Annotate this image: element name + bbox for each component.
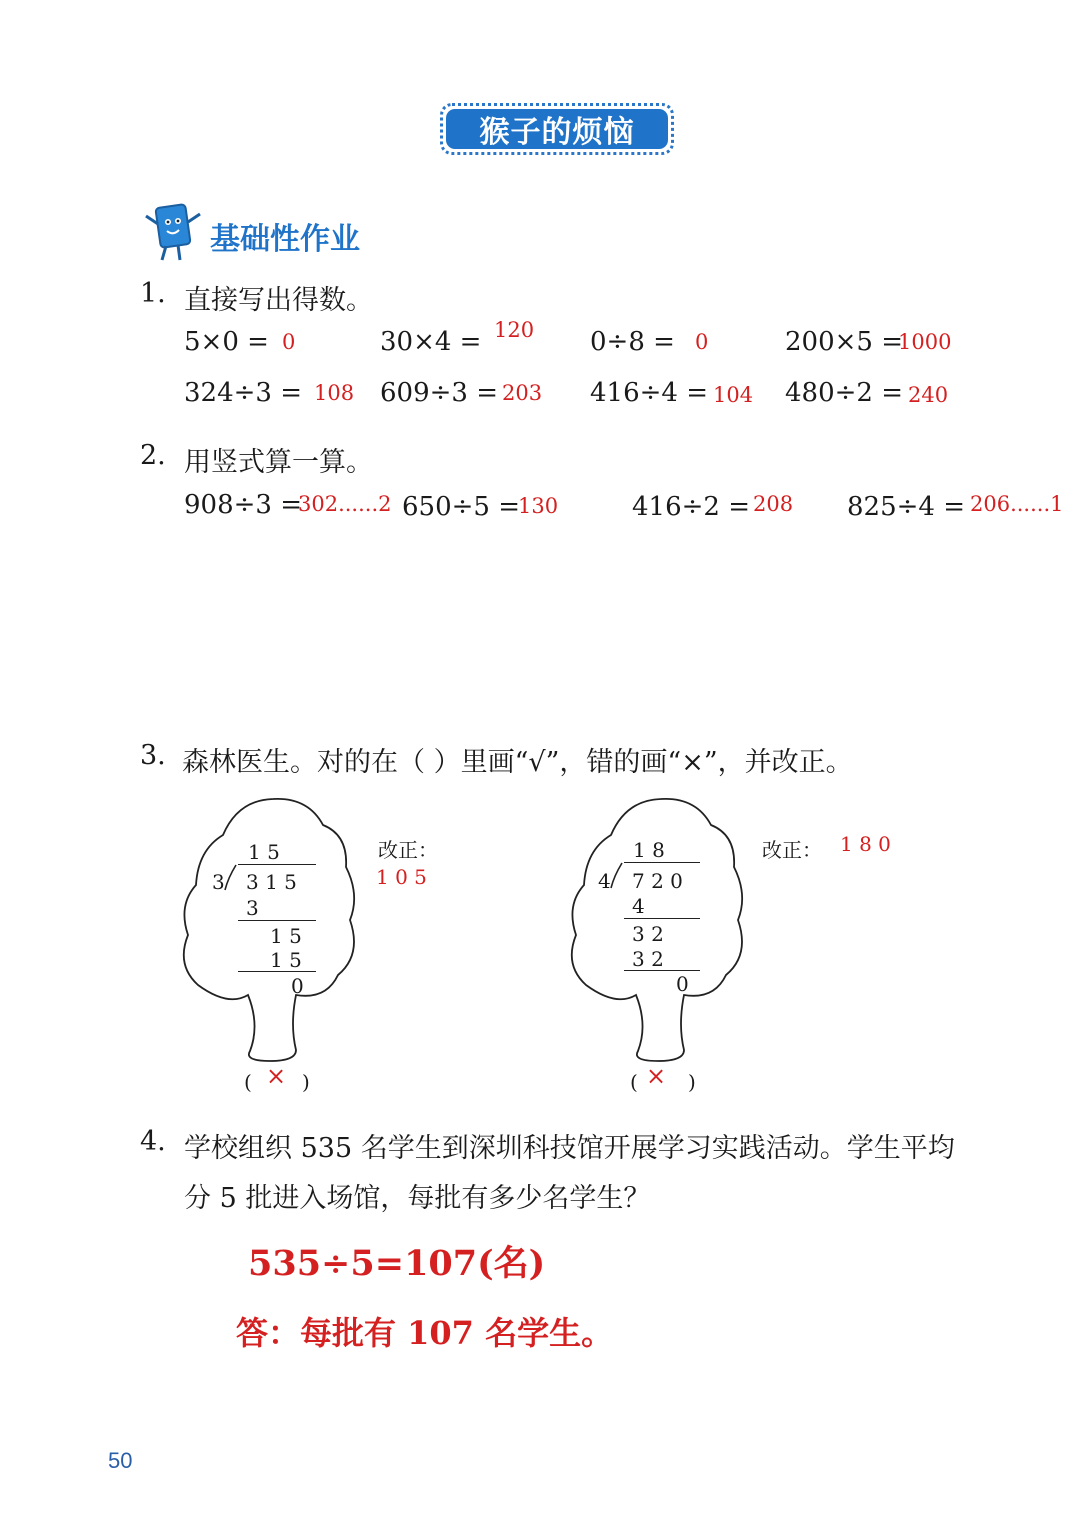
tree2-quotient: 1 8 [633, 838, 665, 862]
tree1-quotient: 1 5 [248, 840, 280, 864]
tree2-dividend: 7 2 0 [632, 869, 683, 893]
q1-ans-8: 240 [908, 383, 949, 407]
tree1-step-4: 0 [291, 974, 304, 998]
tree1-correction-label: 改正： [378, 838, 438, 862]
title-badge [440, 103, 674, 155]
tree1-mark: × [266, 1062, 287, 1090]
q4-line-2: 分 5 批进入场馆，每批有多少名学生？ [184, 1183, 651, 1214]
book-mascot-icon [140, 200, 206, 266]
q1-number: 1. [140, 278, 166, 309]
q2-ans-2: 130 [518, 494, 559, 518]
tree2-divisor: 4 [598, 869, 611, 893]
q2-number: 2. [140, 440, 166, 471]
q1-expr-7: 416÷4 = [590, 378, 709, 408]
q1-prompt: 直接写出得数。 [184, 285, 373, 316]
tree2-line-1 [624, 918, 700, 919]
q1-expr-8: 480÷2 = [785, 378, 904, 408]
tree2-mark: × [646, 1062, 667, 1090]
tree2-step-2: 3 2 [632, 922, 664, 946]
q1-ans-2: 120 [494, 318, 535, 342]
q1-ans-3: 0 [695, 330, 709, 354]
tree1-dividend: 3 1 5 [246, 870, 297, 894]
q2-expr-1: 908÷3 = [184, 490, 303, 520]
q1-expr-5: 324÷3 = [184, 378, 303, 408]
q2-ans-1: 302......2 [298, 492, 392, 516]
q1-expr-3: 0÷8 = [590, 327, 675, 357]
q1-ans-5: 108 [314, 381, 355, 405]
tree1-step-1: 3 [246, 896, 259, 920]
q2-prompt: 用竖式算一算。 [184, 447, 373, 478]
q2-expr-3: 416÷2 = [632, 492, 751, 522]
q4-line-1: 学校组织 535 名学生到深圳科技馆开展学习实践活动。学生平均 [184, 1133, 955, 1164]
tree1-line-1 [238, 920, 316, 921]
tree2-paren-right: ) [688, 1070, 696, 1094]
tree1-paren-left: ( [244, 1070, 252, 1094]
q3-prompt: 森林医生。对的在（ ）里画“√”，错的画“×”，并改正。 [182, 747, 853, 778]
tree1-correction: 1 0 5 [376, 865, 427, 889]
q1-expr-2: 30×4 = [380, 327, 482, 357]
page-title: 猴子的烦恼 [446, 109, 668, 149]
tree2-line-2 [624, 970, 700, 971]
tree2-correction-label: 改正： [762, 838, 822, 862]
tree1-division-bracket [224, 864, 238, 892]
q2-ans-4: 206......1 [970, 492, 1064, 516]
q3-number: 3. [140, 740, 166, 771]
q2-expr-2: 650÷5 = [402, 492, 521, 522]
q1-ans-1: 0 [282, 330, 296, 354]
tree2-paren-left: ( [630, 1070, 638, 1094]
tree2-step-3: 3 2 [632, 947, 664, 971]
tree2-step-4: 0 [676, 972, 689, 996]
q1-expr-6: 609÷3 = [380, 378, 499, 408]
tree2-division-bracket [610, 862, 624, 890]
q2-ans-3: 208 [753, 492, 794, 516]
tree1-step-2: 1 5 [270, 924, 302, 948]
tree2-correction: 1 8 0 [840, 832, 891, 856]
q1-expr-4: 200×5 = [785, 327, 904, 357]
tree1-paren-right: ) [302, 1070, 310, 1094]
tree1-quotient-line [238, 864, 316, 865]
tree1-divisor: 3 [212, 870, 225, 894]
section-heading: 基础性作业 [210, 222, 360, 257]
q1-ans-7: 104 [713, 383, 754, 407]
tree1-step-3: 1 5 [270, 948, 302, 972]
q4-answer-text: 答：每批有 107 名学生。 [236, 1314, 614, 1352]
q2-expr-4: 825÷4 = [847, 492, 966, 522]
tree2-step-1: 4 [632, 894, 645, 918]
q1-ans-6: 203 [502, 381, 543, 405]
tree2-quotient-line [624, 862, 700, 863]
q4-answer-equation: 535÷5=107(名) [248, 1243, 546, 1284]
q1-ans-4: 1000 [898, 330, 952, 354]
tree1-line-2 [238, 971, 316, 972]
q1-expr-1: 5×0 = [184, 327, 269, 357]
q4-number: 4. [140, 1126, 166, 1157]
page-number: 50 [108, 1448, 133, 1473]
